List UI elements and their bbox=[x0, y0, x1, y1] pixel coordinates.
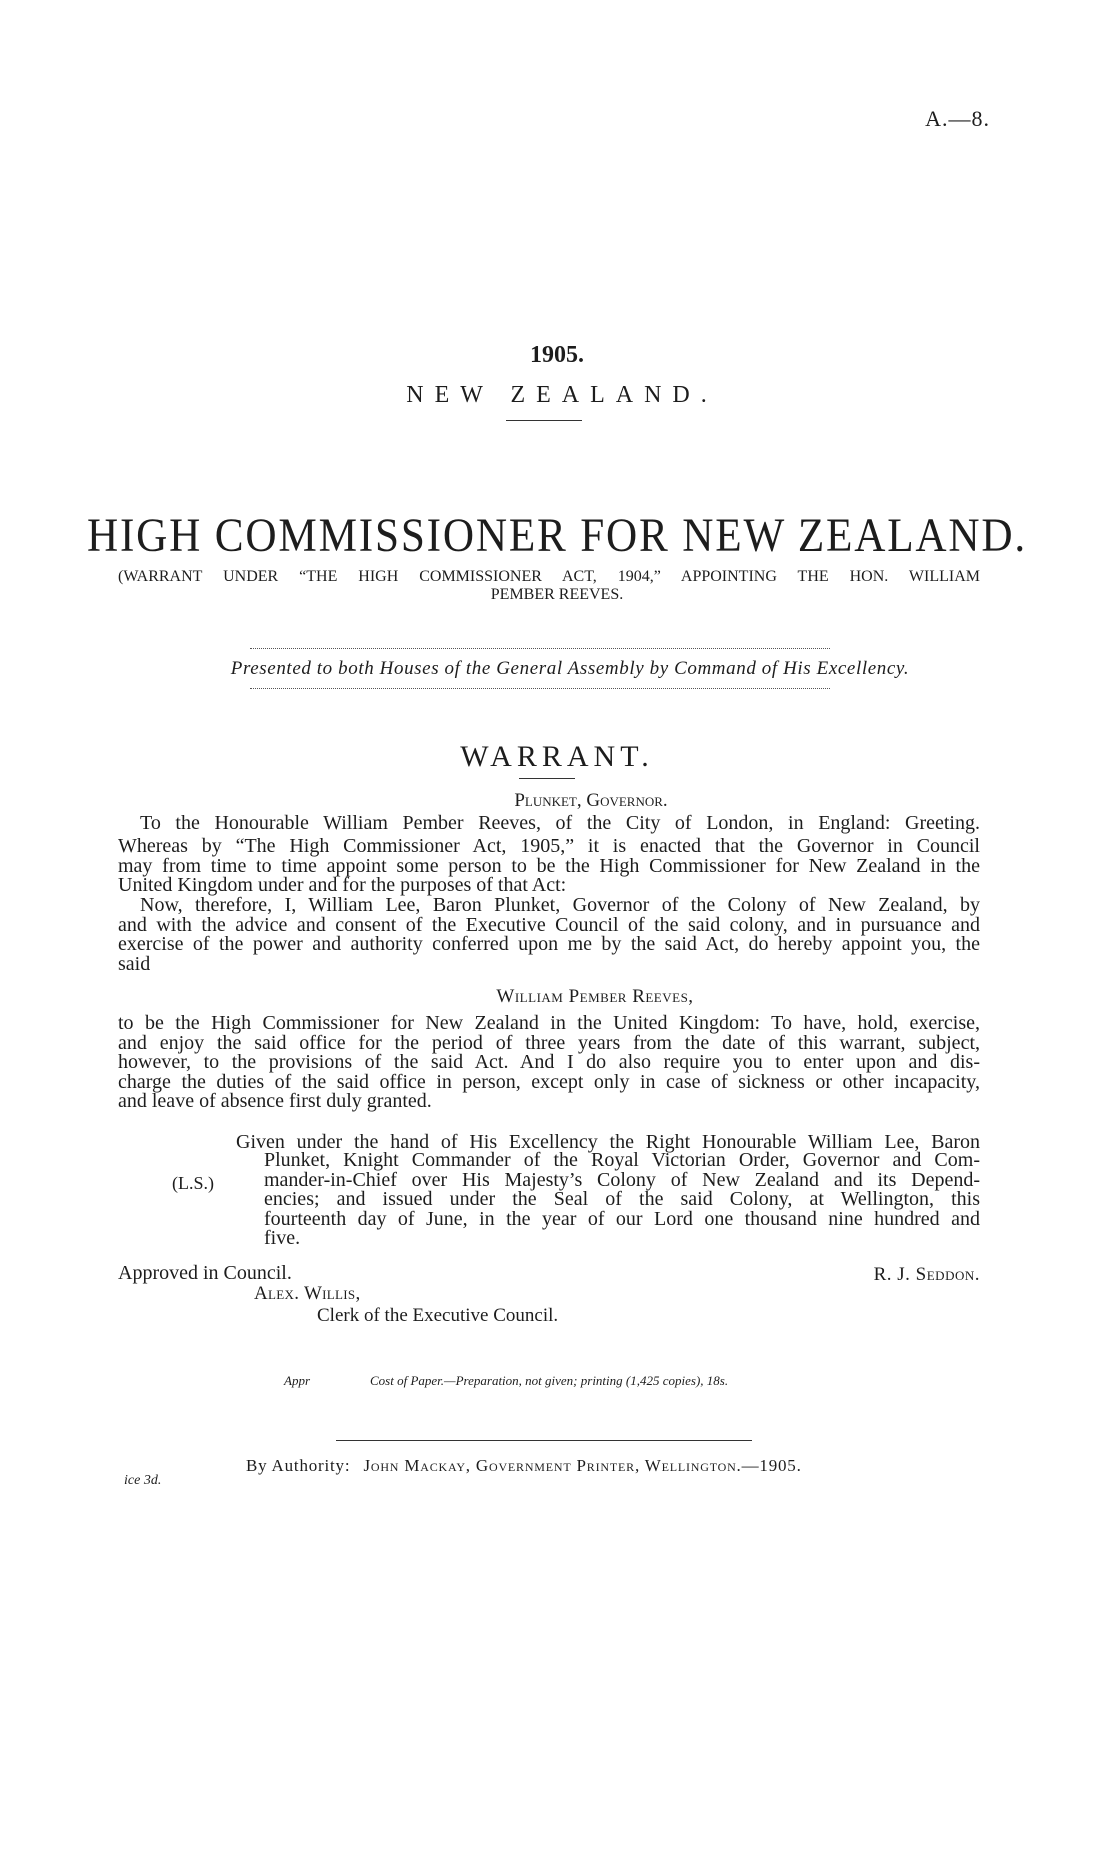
main-title: HIGH COMMISSIONER FOR NEW ZEALAND. bbox=[86, 509, 1027, 562]
given-paragraph bbox=[264, 1151, 980, 1249]
approved-in-council: Approved in Council. bbox=[118, 1262, 292, 1284]
paper-reference: A.—8. bbox=[925, 106, 990, 131]
subtitle-line-2: PEMBER REEVES. bbox=[490, 586, 624, 603]
given-first-line: Given under the hand of His Excellency the Right Honourable William Lee, Baron bbox=[236, 1131, 980, 1153]
price: ice 3d. bbox=[124, 1473, 162, 1488]
approx-cost-mark: Appr bbox=[284, 1373, 310, 1388]
presented-statement: Presented to both Houses of the General Assembly by Command of His Excellency. bbox=[230, 658, 910, 679]
term-line-5: and leave of absence first duly granted. bbox=[118, 1090, 432, 1113]
whereas-line-1: Whereas by “The High Commissioner Act, 1905,” it is enacted that the Governor in Council bbox=[118, 835, 980, 857]
term-paragraph bbox=[118, 1014, 980, 1112]
government-printer: John Mackay, Government Printer, Wellington.—1905. bbox=[363, 1456, 802, 1475]
whereas-line-2: may from time to time appoint some person to be the High Commissioner for New Zealand in the bbox=[118, 854, 980, 877]
warrant-heading: WARRANT. bbox=[460, 740, 654, 773]
given-line-2: mander-in-Chief over His Majesty’s Colony of New Zealand and its Depend- bbox=[264, 1168, 980, 1191]
whereas-paragraph bbox=[118, 837, 980, 896]
seal-mark: (L.S.) bbox=[172, 1173, 214, 1193]
term-line-4: charge the duties of the said office in person, except only in case of sickness or other incapacity, bbox=[118, 1070, 980, 1093]
now-line-4: said bbox=[118, 952, 151, 975]
given-line-4: fourteenth day of June, in the year of our Lord one thousand nine hundred and bbox=[264, 1207, 980, 1230]
now-line-1: Now, therefore, I, William Lee, Baron Plunket, Governor of the Colony of New Zealand, by bbox=[140, 894, 980, 916]
now-line-2: and with the advice and consent of the Executive Council of the said colony, and in pursuance and bbox=[118, 913, 980, 936]
cost-of-paper: Cost of Paper.—Preparation, not given; printing (1,425 copies), 18s. bbox=[370, 1373, 729, 1388]
clerk-title: Clerk of the Executive Council. bbox=[317, 1305, 559, 1326]
term-line-3: however, to the provisions of the said Act. And I do also require you to enter upon and dis- bbox=[118, 1051, 980, 1074]
presented-rule-bottom bbox=[250, 688, 830, 689]
authority-label: By Authority: bbox=[246, 1456, 351, 1475]
governor-line: Plunket, Governor. bbox=[514, 790, 668, 811]
printer-imprint bbox=[246, 1456, 802, 1476]
year: 1905. bbox=[530, 342, 584, 368]
given-line-1: Plunket, Knight Commander of the Royal Victorian Order, Governor and Com- bbox=[264, 1149, 980, 1171]
given-line-3: encies; and issued under the Seal of the said Colony, at Wellington, this bbox=[264, 1188, 980, 1211]
given-line-5: five. bbox=[264, 1227, 301, 1250]
footer-rule bbox=[336, 1440, 752, 1441]
whereas-line-3: United Kingdom under and for the purposes of that Act: bbox=[118, 874, 567, 897]
greeting: To the Honourable William Pember Reeves, of the City of London, in England: Greeting. bbox=[140, 812, 980, 834]
now-line-3: exercise of the power and authority conferred upon me by the said Act, do hereby appoint you, the bbox=[118, 933, 980, 956]
title-divider bbox=[506, 420, 582, 421]
premier-signature: R. J. Seddon. bbox=[873, 1264, 980, 1285]
term-line-1: to be the High Commissioner for New Zealand in the United Kingdom: To have, hold, exercise, bbox=[118, 1012, 980, 1034]
appointee-name: William Pember Reeves, bbox=[496, 986, 694, 1007]
term-line-2: and enjoy the said office for the period of three years from the date of this warrant, subject, bbox=[118, 1031, 980, 1054]
presented-rule-top bbox=[250, 648, 830, 649]
clerk-name: Alex. Willis, bbox=[254, 1283, 361, 1304]
now-therefore-paragraph bbox=[118, 896, 980, 974]
warrant-divider bbox=[519, 778, 575, 779]
country-heading: NEW ZEALAND. bbox=[406, 382, 718, 408]
subtitle-line-1: (WARRANT UNDER “THE HIGH COMMISSIONER ACT, 1904,” APPOINTING THE HON. WILLIAM bbox=[118, 568, 980, 585]
